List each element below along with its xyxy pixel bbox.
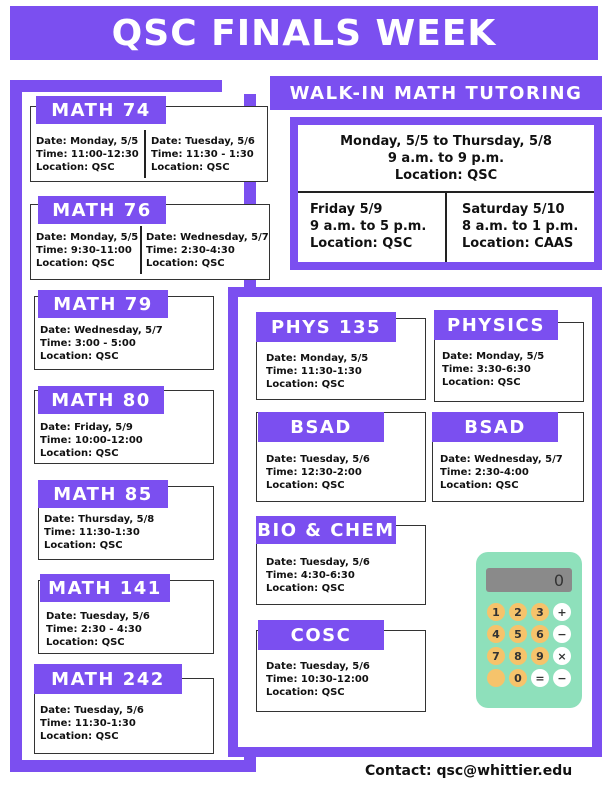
physics-label: PHYSICS [434, 310, 558, 340]
bsad-1-session: Date: Tuesday, 5/6 Time: 12:30-2:00 Location: QSC [266, 454, 370, 491]
calculator-key-label: × [557, 650, 567, 663]
math-74-label: MATH 74 [36, 96, 166, 124]
calculator-key-label: 3 [536, 606, 544, 619]
math-80-session: Date: Friday, 5/9 Time: 10:00-12:00 Location: QSC [40, 422, 143, 459]
math-79-session: Date: Wednesday, 5/7 Time: 3:00 - 5:00 Location: QSC [40, 325, 163, 362]
walk-in-tutoring-frame [290, 117, 602, 270]
bio-chem-label: BIO & CHEM [256, 516, 396, 544]
calculator-key-label: 0 [514, 672, 522, 685]
math-141-label: MATH 141 [40, 574, 170, 602]
math-79-label: MATH 79 [38, 290, 168, 318]
calculator-key-label: − [557, 628, 567, 641]
math-74-session-2: Date: Tuesday, 5/6 Time: 11:30 - 1:30 Location: QSC [151, 136, 255, 173]
walk-in-friday: Friday 5/9 9 a.m. to 5 p.m. Location: QSC [310, 202, 427, 251]
calculator-display: 0 [553, 571, 564, 590]
math-76-session-1: Date: Monday, 5/5 Time: 9:30-11:00 Location: QSC [36, 232, 139, 269]
math-242-label: MATH 242 [34, 664, 182, 694]
walk-in-divider [445, 193, 447, 262]
bsad-2-label: BSAD [432, 412, 558, 442]
math-242-session: Date: Tuesday, 5/6 Time: 11:30-1:30 Location: QSC [40, 705, 144, 742]
calculator-key-label: 2 [514, 606, 522, 619]
calculator-key [487, 669, 505, 687]
math-141-session: Date: Tuesday, 5/6 Time: 2:30 - 4:30 Location: QSC [46, 611, 150, 648]
math-85-session: Date: Thursday, 5/8 Time: 11:30-1:30 Location: QSC [44, 514, 155, 551]
bsad-1-label: BSAD [258, 412, 384, 442]
phys-135-session: Date: Monday, 5/5 Time: 11:30-1:30 Location: QSC [266, 353, 369, 390]
bsad-2-session: Date: Wednesday, 5/7 Time: 2:30-4:00 Location: QSC [440, 454, 563, 491]
calculator-key-label: + [557, 606, 567, 619]
phys-135-label: PHYS 135 [256, 312, 396, 342]
calculator-key-label: 7 [492, 650, 500, 663]
calculator-key-label: − [557, 672, 567, 685]
title-banner [10, 6, 598, 60]
math-76-session-2: Date: Wednesday, 5/7 Time: 2:30-4:30 Location: QSC [146, 232, 269, 269]
calculator-icon [474, 550, 584, 710]
walk-in-tutoring-title: WALK-IN MATH TUTORING [270, 76, 602, 110]
frame-gap [222, 80, 274, 94]
calculator-key-label: 4 [492, 628, 500, 641]
walk-in-saturday: Saturday 5/10 8 a.m. to 1 p.m. Location: CAAS [462, 202, 579, 251]
math-76-label: MATH 76 [38, 196, 166, 224]
session-divider [144, 130, 146, 178]
calculator-key-label: 9 [536, 650, 544, 663]
session-divider [140, 226, 142, 274]
calculator-key-label: 5 [514, 628, 522, 641]
math-74-session-1: Date: Monday, 5/5 Time: 11:00-12:30 Location: QSC [36, 136, 139, 173]
contact-info: Contact: qsc@whittier.edu [365, 763, 573, 779]
cosc-session: Date: Tuesday, 5/6 Time: 10:30-12:00 Location: QSC [266, 661, 370, 698]
bio-chem-session: Date: Tuesday, 5/6 Time: 4:30-6:30 Location: QSC [266, 557, 370, 594]
cosc-label: COSC [258, 620, 384, 650]
calculator-key-label: 8 [514, 650, 522, 663]
physics-session: Date: Monday, 5/5 Time: 3:30-6:30 Location: QSC [442, 351, 545, 388]
calculator-key-label: = [535, 672, 545, 685]
calculator-key-label: 6 [536, 628, 544, 641]
walk-in-weekday-panel: Monday, 5/5 to Thursday, 5/8 9 a.m. to 9 p.m. Location: QSC [298, 125, 594, 193]
page-title: QSC FINALS WEEK [111, 12, 497, 54]
math-85-label: MATH 85 [38, 480, 168, 508]
math-80-label: MATH 80 [38, 386, 164, 414]
calculator-key-label: 1 [492, 606, 500, 619]
